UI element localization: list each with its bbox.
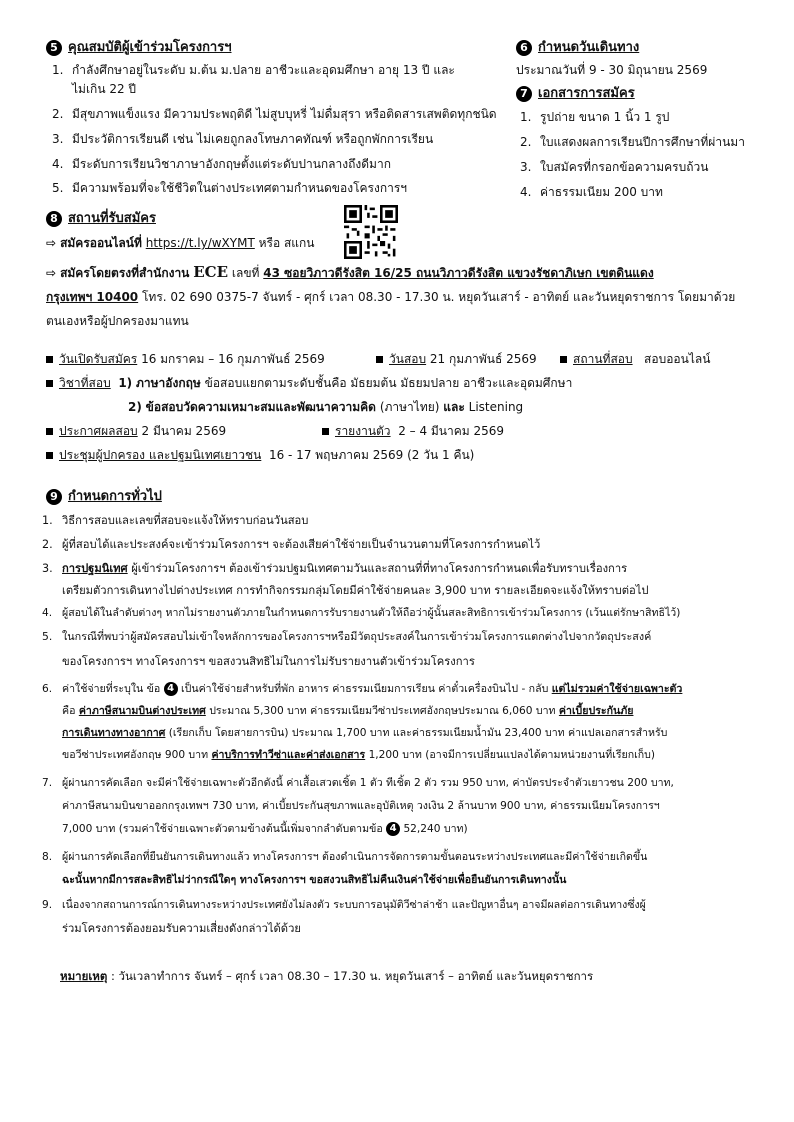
list-item-cont: ขอวีซ่าประเทศอังกฤษ 900 บาท ค่าบริการทำวีซ่าและค่าส่งเอกสาร 1,200 บาท (อาจมีการเปลี่ยนแปลงได้ตามหน่วยงานที่เรียกเก็บ) [62, 749, 656, 761]
section-9-heading [46, 485, 162, 506]
list-item: 3. มีประวัติการเรียนดี เช่น ไม่เคยถูกลงโทษภาคทัณฑ์ หรือถูกพักการเรียน [52, 132, 434, 146]
list-item: 9. เนื่องจากสถานการณ์การเดินทางระหว่างประเทศยังไม่ลงตัว ระบบการอนุมัติวีซ่าล่าช้า และปัญหาอื่นๆ อาจมีผลต่อการเดินทางซึ่งผู้ [42, 899, 646, 911]
list-item: 2. ใบแสดงผลการเรียนปีการศึกษาที่ผ่านมา [520, 135, 745, 149]
list-item: 4. ผู้สอบได้ในลำดับต่างๆ หากไม่รายงานตัวภายในกำหนดการรับรายงานตัวให้ถือว่าผู้นั้นสละสิทธิการเข้าร่วมโครงการ (เว้นแต่รักษาสิทธิไว้) [42, 607, 681, 619]
meeting-date: ประชุมผู้ปกครอง และปฐมนิเทศเยาวชน 16 - 17 พฤษภาคม 2569 (2 วัน 1 คืน) [46, 446, 474, 465]
section-number-icon: 6 [516, 40, 532, 56]
list-item: 3. การปฐมนิเทศ ผู้เข้าร่วมโครงการฯ ต้องเข้าร่วมปฐมนิเทศตามวันและสถานที่ที่ทางโครงการกำหนดเพื่อรับทราบเรื่องการ [42, 562, 628, 575]
list-item: 4. ค่าธรรมเนียม 200 บาท [520, 185, 663, 199]
note-label: หมายเหตุ [60, 969, 108, 983]
qr-code-icon[interactable] [344, 205, 398, 259]
list-item: 2. มีสุขภาพแข็งแรง มีความประพฤติดี ไม่สูบบุหรี่ ไม่ดื่มสุรา หรือติดสารเสพติดทุกชนิด [52, 107, 497, 121]
ece-logo-text: ECE [193, 263, 229, 281]
bullet-icon [322, 428, 329, 435]
list-item-cont: เตรียมตัวการเดินทางไปต่างประเทศ การทำกิจกรรมกลุ่มโดยมีค่าใช้จ่ายคนละ 3,900 บาท รายละเอียดจะแจ้งให้ทราบต่อไป [62, 584, 649, 597]
section-5-heading [46, 36, 232, 57]
section-number-icon: 9 [46, 489, 62, 505]
exam-date: วันสอบ 21 กุมภาพันธ์ 2569 [376, 350, 537, 369]
apply-link[interactable]: https://t.ly/wXYMT [145, 236, 255, 250]
address-line-2: กรุงเทพฯ 10400 โทร. 02 690 0375-7 จันทร์ - ศุกร์ เวลา 08.30 - 17.30 น. หยุดวันเสาร์ - อาทิตย์ และวันหยุดราชการ โดยมาด้วย [46, 290, 736, 304]
list-item: 8. ผู้ผ่านการคัดเลือกที่ยืนยันการเดินทางแล้ว ทางโครงการฯ ต้องดำเนินการจัดการตามขั้นตอนระหว่างประเทศและมีค่าใช้จ่ายเกิดขึ้น [42, 851, 648, 863]
section-title: เอกสารการสมัคร [538, 86, 635, 101]
list-item: 5. มีความพร้อมที่จะใช้ชีวิตในต่างประเทศตามกำหนดของโครงการฯ [52, 181, 408, 195]
result-date: ประกาศผลสอบ 2 มีนาคม 2569 [46, 422, 226, 441]
list-item: 1. วิธีการสอบและเลขที่สอบจะแจ้งให้ทราบก่อนวันสอบ [42, 514, 309, 527]
list-item-cont: การเดินทางทางอากาศ (เรียกเก็บ โดยสายการบิน) ประมาณ 1,700 บาท และค่าธรรมเนียมน้ำมัน 23,400 บาท ค่าแปลเอกสารสำหรับ [62, 727, 668, 739]
list-item: 4. มีระดับการเรียนวิชาภาษาอังกฤษตั้งแต่ระดับปานกลางถึงดีมาก [52, 157, 391, 171]
section-number-icon: 8 [46, 211, 62, 227]
travel-date: ประมาณวันที่ 9 - 30 มิถุนายน 2569 [516, 63, 708, 77]
list-item: 7. ผู้ผ่านการคัดเลือก จะมีค่าใช้จ่ายเฉพาะตัวอีกดังนี้ ค่าเสื้อเสวตเชิ้ต 1 ตัว ทีเชิ้ต 2 ตัว รวม 950 บาท, ค่าบัตรประจำตัวเยาวชน 200 บาท, [42, 777, 674, 789]
section-number-icon: 5 [46, 40, 62, 56]
footer-note: หมายเหตุ : วันเวลาทำการ จันทร์ – ศุกร์ เวลา 08.30 – 17.30 น. หยุดวันเสาร์ – อาทิตย์ และวันหยุดราชการ [60, 969, 594, 983]
arrow-icon: ⇨ [46, 236, 57, 250]
section-number-icon: 7 [516, 86, 532, 102]
bullet-icon [46, 452, 53, 459]
list-item: 6. ค่าใช้จ่ายที่ระบุใน ข้อ 4 เป็นค่าใช้จ่ายสำหรับที่พัก อาหาร ค่าธรรมเนียมการเรียน ค่าตั๋วเครื่องบินไป - กลับ แต่ไม่รวมค่าใช้จ่ายเฉพาะตัว [42, 683, 683, 695]
list-item-cont: ค่าภาษีสนามบินขาออกกรุงเทพฯ 730 บาท, ค่าเบี้ยประกันสุขภาพและอุบัติเหตุ วงเงิน 2 ล้านบาท 900 บาท, ค่าธรรมเนียมโครงการฯ [62, 800, 660, 812]
list-item-cont: 7,000 บาท (รวมค่าใช้จ่ายเฉพาะตัวตามข้างต้นนี้เพิ่มจากลำดับตามข้อ 4 52,240 บาท) [62, 823, 468, 835]
section-8-heading [46, 207, 156, 228]
report-date: รายงานตัว 2 – 4 มีนาคม 2569 [322, 422, 504, 441]
list-item: 1. รูปถ่าย ขนาด 1 นิ้ว 1 รูป [520, 110, 670, 124]
open-date: วันเปิดรับสมัคร 16 มกราคม – 16 กุมภาพันธ์ 2569 [46, 350, 325, 369]
list-item: 5. ในกรณีที่พบว่าผู้สมัครสอบไม่เข้าใจหลักการของโครงการฯหรือมีวัตถุประสงค์ในการเข้าร่วมโครงการแตกต่างไปจากวัตถุประสงค์ [42, 630, 652, 643]
section-title: สถานที่รับสมัคร [68, 211, 156, 226]
list-item-cont: ร่วมโครงการต้องยอมรับความเสี่ยงดังกล่าวได้ด้วย [62, 922, 301, 935]
section-6-heading [516, 36, 639, 57]
online-apply-line: ⇨ สมัครออนไลน์ที่ https://t.ly/wXYMT หรือ สแกน [46, 236, 315, 250]
section-title: กำหนดการทั่วไป [68, 489, 162, 504]
address-line-3: ตนเองหรือผู้ปกครองมาแทน [46, 314, 189, 328]
bullet-icon [46, 380, 53, 387]
arrow-icon: ⇨ [46, 266, 57, 280]
section-title: คุณสมบัติผู้เข้าร่วมโครงการฯ [68, 40, 232, 55]
exam-venue: สถานที่สอบ สอบออนไลน์ [560, 350, 710, 369]
list-item: 2. ผู้ที่สอบได้และประสงค์จะเข้าร่วมโครงการฯ จะต้องเสียค่าใช้จ่ายเป็นจำนวนตามที่โครงการกำหนดไว้ [42, 538, 541, 551]
bullet-icon [46, 356, 53, 363]
exam-subject-1: วิชาที่สอบ 1) ภาษาอังกฤษ ข้อสอบแยกตามระดับชั้นคือ มัธยมต้น มัธยมปลาย อาชีวะและอุดมศึกษา [46, 374, 572, 393]
list-item: 1. กำลังศึกษาอยู่ในระดับ ม.ต้น ม.ปลาย อาชีวะและอุดมศึกษา อายุ 13 ปี และ [52, 63, 455, 77]
bullet-icon [376, 356, 383, 363]
section-7-heading [516, 82, 635, 103]
exam-subject-2: 2) ข้อสอบวัดความเหมาะสมและพัฒนาความคิด (ภาษาไทย) และ Listening [128, 400, 524, 414]
bullet-icon [46, 428, 53, 435]
list-item: 3. ใบสมัครที่กรอกข้อความครบถ้วน [520, 160, 709, 174]
list-item-cont: ไม่เกิน 22 ปี [72, 82, 137, 96]
bullet-icon [560, 356, 567, 363]
direct-apply-line: ⇨ สมัครโดยตรงที่สำนักงาน ECE เลขที่ 43 ซอยวิภาวดีรังสิต 16/25 ถนนวิภาวดีรังสิต แขวงรัชดาภิเษก เขตดินแดง [46, 263, 654, 281]
list-item-cont: คือ ค่าภาษีสนามบินต่างประเทศ ประมาณ 5,300 บาท ค่าธรรมเนียมวีซ่าประเทศอังกฤษประมาณ 6,060 บาท ค่าเบี้ยประกันภัย [62, 705, 634, 717]
list-item-cont: ของโครงการฯ ทางโครงการฯ ขอสงวนสิทธิไม่ในการไม่รับรายงานตัวเข้าร่วมโครงการ [62, 655, 475, 668]
list-item-cont: ฉะนั้นหากมีการสละสิทธิไม่ว่ากรณีใดๆ ทางโครงการฯ ขอสงวนสิทธิไม่คืนเงินค่าใช้จ่ายเพื่อยืนยันการเดินทางนั้น [62, 874, 567, 886]
section-title: กำหนดวันเดินทาง [538, 40, 640, 55]
